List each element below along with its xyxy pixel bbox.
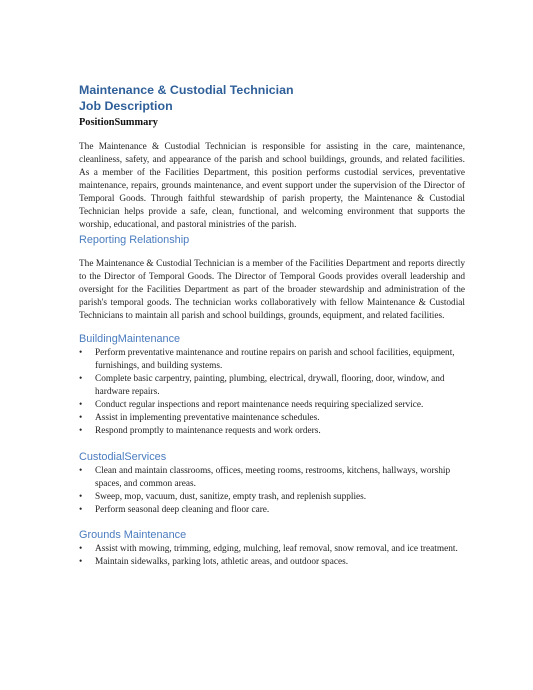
bullet-icon: • [79, 492, 83, 502]
list-item-text: Clean and maintain classrooms, offices, meeting rooms, restrooms, kitchens, hallways, worship spaces, and common areas. [95, 466, 451, 489]
building-maintenance-list [79, 347, 465, 438]
list-item [79, 412, 465, 425]
bullet-icon: • [79, 505, 83, 515]
list-item-text: Maintain sidewalks, parking lots, athletic areas, and outdoor spaces. [95, 557, 349, 567]
bullet-icon: • [79, 466, 83, 476]
list-item [79, 347, 465, 373]
bullet-icon: • [79, 374, 83, 384]
bullet-icon: • [79, 557, 83, 567]
section-heading-building-maintenance: BuildingMaintenance [79, 333, 181, 345]
custodial-services-list [79, 465, 465, 517]
section-heading-reporting: Reporting Relationship [79, 234, 190, 246]
bullet-icon: • [79, 400, 83, 410]
section-heading-custodial-services: CustodialServices [79, 451, 167, 463]
list-item-text: Respond promptly to maintenance requests and work orders. [95, 426, 321, 436]
bullet-icon: • [79, 348, 83, 358]
list-item-text: Perform preventative maintenance and routine repairs on parish and school facilities, equipment, furnishings, and building systems. [95, 348, 455, 371]
list-item [79, 425, 465, 438]
bullet-icon: • [79, 544, 83, 554]
list-item-text: Sweep, mop, vacuum, dust, sanitize, empty trash, and replenish supplies. [95, 492, 367, 502]
section-title-position-summary: PositionSummary [79, 117, 158, 128]
document-title-line-2: Job Description [79, 99, 173, 113]
document-title: Maintenance & Custodial Technician [79, 83, 294, 97]
list-item-text: Complete basic carpentry, painting, plumbing, electrical, drywall, flooring, door, window, and hardware repairs. [95, 374, 445, 397]
section-heading-grounds-maintenance: Grounds Maintenance [79, 529, 187, 541]
list-item [79, 399, 465, 412]
list-item-text: Assist in implementing preventative maintenance schedules. [95, 413, 320, 423]
list-item [79, 491, 465, 504]
grounds-maintenance-list [79, 543, 465, 569]
document-content [79, 82, 465, 569]
list-item [79, 556, 465, 569]
bullet-icon: • [79, 426, 83, 436]
list-item [79, 373, 465, 399]
list-item [79, 504, 465, 517]
list-item-text: Perform seasonal deep cleaning and floor care. [95, 505, 270, 515]
list-item-text: Conduct regular inspections and report maintenance needs requiring specialized service. [95, 400, 424, 410]
reporting-paragraph: The Maintenance & Custodial Technician is a member of the Facilities Department and reports directly to the Director of Temporal Goods. The Director of Temporal Goods provides overall leadership and oversight for the Facilities Department as part of the broader stewardship and administration of the parish's temporal goods. The technician works collaboratively with fellow Maintenance & Custodial Technicians to maintain all parish and school buildings, grounds, equipment, and related facilities. [79, 259, 465, 321]
list-item [79, 465, 465, 491]
list-item-text: Assist with mowing, trimming, edging, mulching, leaf removal, snow removal, and ice treatment. [95, 544, 458, 554]
bullet-icon: • [79, 413, 83, 423]
position-summary-paragraph: The Maintenance & Custodial Technician is responsible for assisting in the care, maintenance, cleanliness, safety, and appearance of the parish and school buildings, grounds, and related facilities. As a member of the Facilities Department, this position performs custodial services, preventative maintenance, repairs, grounds maintenance, and event support under the supervision of the Director of Temporal Goods. Through faithful stewardship of parish property, the Maintenance & Custodial Technician helps provide a safe, clean, functional, and welcoming environment that supports the worship, educational, and pastoral ministries of the parish. [79, 142, 465, 230]
list-item [79, 543, 465, 556]
